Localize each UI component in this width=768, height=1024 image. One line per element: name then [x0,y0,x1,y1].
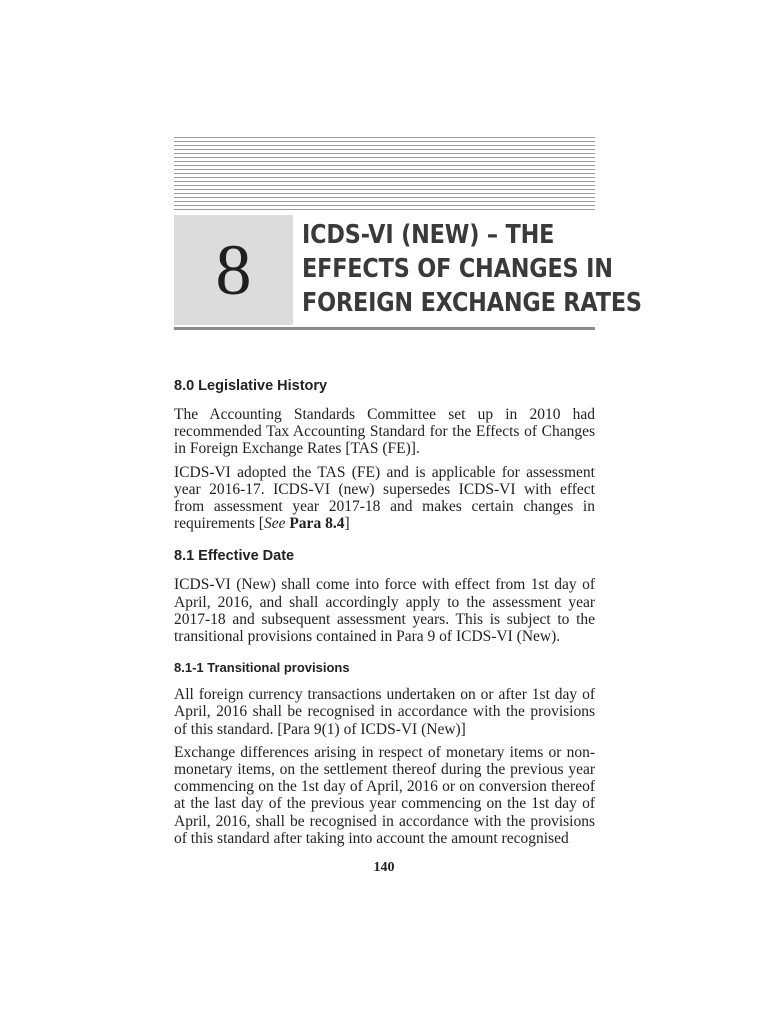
chapter-number: 8 [215,230,252,310]
bracket-close: ] [344,515,350,533]
section-heading-8-0: 8.0 Legislative History [174,378,328,394]
section-heading-8-1: 8.1 Effective Date [174,548,295,565]
body-content [174,376,595,847]
paragraph [174,464,595,533]
para-reference: Para 8.4 [289,515,345,533]
paragraph: Exchange differences arising in respect of monetary items or non-monetary items, on the settlement thereof during the previous year commencing on the 1st day of April, 2016 or on conversion thereof at the last day of the previous year commencing on the 1st day of April, 2016, shall be recognised in accordance with the provisions of this standard after taking into account the amount recognised [174,743,595,847]
chapter-title-line: EFFECTS OF CHANGES IN [302,254,613,284]
chapter-divider [174,327,595,330]
chapter-title-line: ICDS-VI (NEW) – THE [302,220,555,250]
see-reference: See [263,515,286,533]
page-number: 140 [373,860,395,875]
decorative-stripe-band [174,137,595,211]
chapter-title-line: FOREIGN EXCHANGE RATES [302,288,642,318]
paragraph: The Accounting Standards Committee set up in 2010 had recommended Tax Accounting Standard for the Effects of Changes in Foreign Exchange Rates [TAS (FE)]. [174,406,595,458]
paragraph-text: ICDS-VI adopted the TAS (FE) and is applicable for assessment year 2016-17. ICDS-VI (new) supersedes ICDS-VI with effect from assessment year 2017-18 and makes certain changes in requirements [ [174,463,595,533]
paragraph: ICDS-VI (New) shall come into force with effect from 1st day of April, 2016, and shall accordingly apply to the assessment year 2017-18 and subsequent assessment years. This is subject to the transitional provisions contained in Para 9 of ICDS-VI (New). [174,576,595,646]
subsection-heading-8-1-1: 8.1-1 Transitional provisions [174,660,350,676]
paragraph: All foreign currency transactions undertaken on or after 1st day of April, 2016 shall be recognised in accordance with the provisions of this standard. [Para 9(1) of ICDS-VI (New)] [174,686,595,738]
chapter-number-box [174,215,293,325]
chapter-title [302,218,642,320]
